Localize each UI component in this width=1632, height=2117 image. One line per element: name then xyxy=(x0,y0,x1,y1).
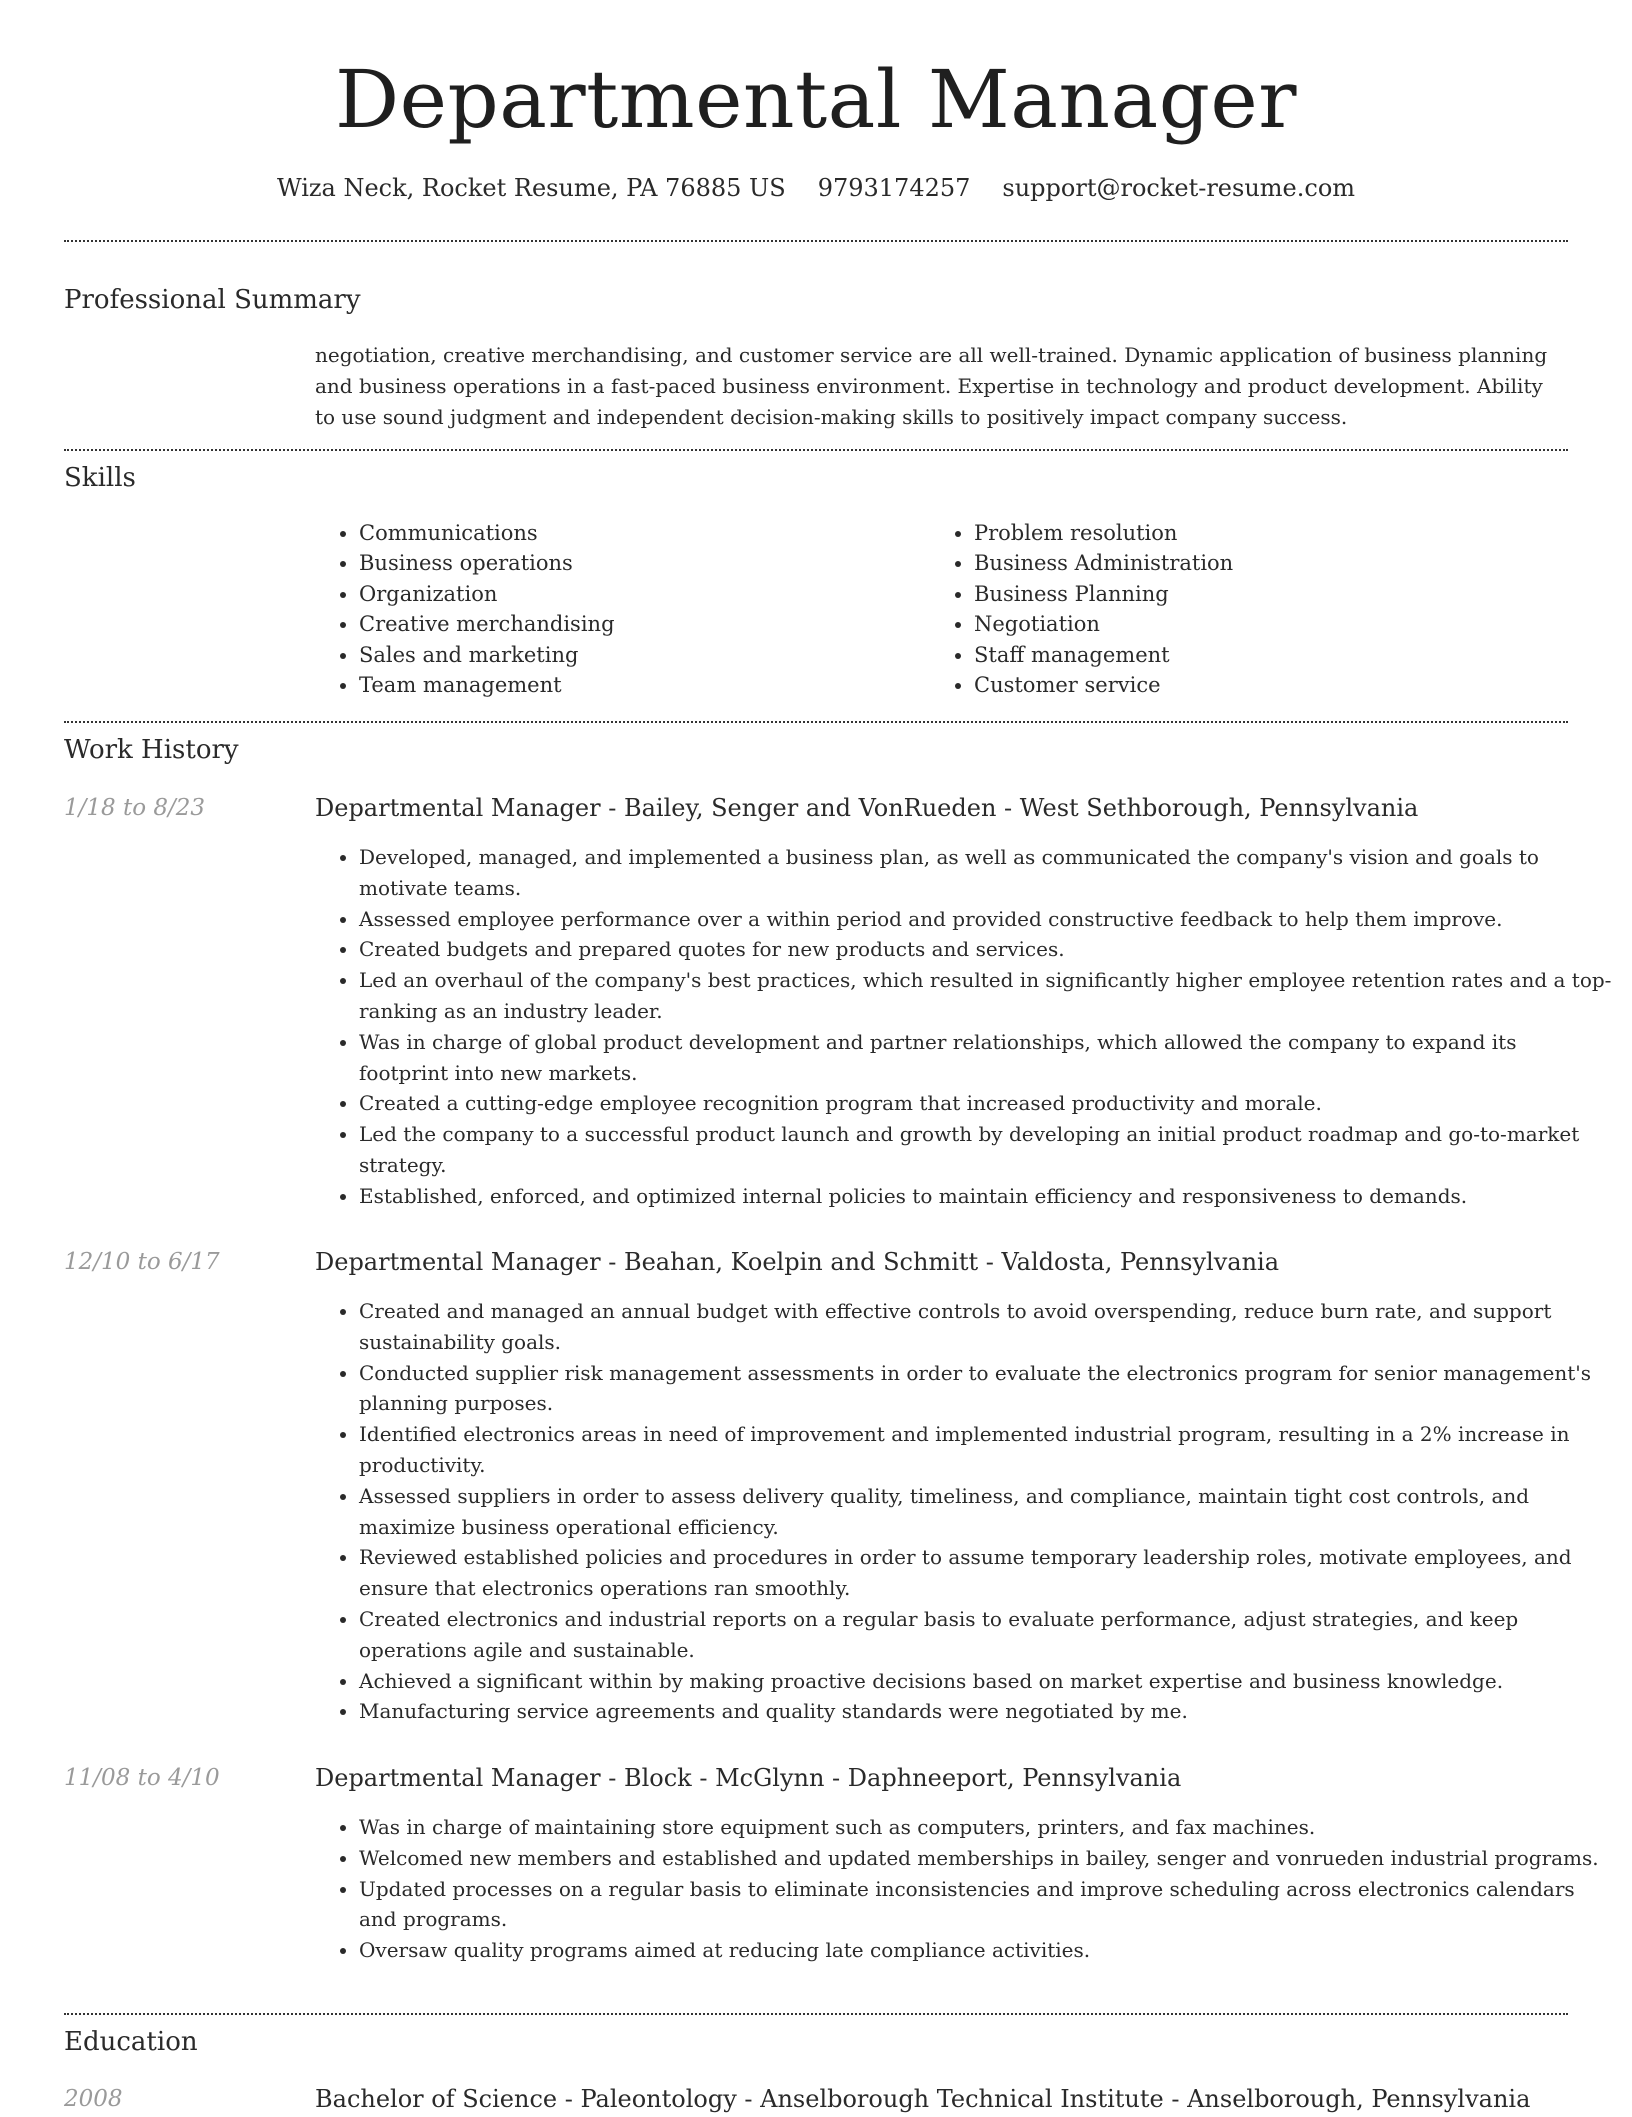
skills-heading: Skills xyxy=(64,463,136,493)
job-title: Departmental Manager - Bailey, Senger and VonRueden - West Sethborough, Pennsylvania xyxy=(315,794,1419,822)
job-bullet: • Reviewed established policies and procedures in order to assume temporary leadership roles, motivate employees, and ensure that electronics operations ran smoothly. xyxy=(359,1542,1612,1604)
section-divider xyxy=(64,721,1568,723)
job-bullet: • Updated processes on a regular basis to eliminate inconsistencies and improve scheduling across electronics calendars and programs. xyxy=(359,1874,1612,1936)
job-bullet: • Conducted supplier risk management assessments in order to evaluate the electronics program for senior management's planning purposes. xyxy=(359,1358,1612,1420)
job-bullets xyxy=(315,842,1612,1212)
resume-title: Departmental Manager xyxy=(335,53,1297,146)
skill-item: • Problem resolution xyxy=(974,518,1534,548)
resume-page xyxy=(64,0,1612,2113)
skill-item: • Communications xyxy=(359,518,919,548)
job-bullet: • Was in charge of global product development and partner relationships, which allowed the company to expand its footprint into new markets. xyxy=(359,1027,1612,1089)
education-date: 2008 xyxy=(64,2086,123,2112)
job-bullet: • Assessed employee performance over a within period and provided constructive feedback to help them improve. xyxy=(359,904,1612,935)
education-title: Bachelor of Science - Paleontology - Anselborough Technical Institute - Anselborough, Pennsylvania xyxy=(315,2085,1531,2113)
skill-item: • Customer service xyxy=(974,670,1534,700)
job-dates: 1/18 to 8/23 xyxy=(64,795,206,821)
job-dates: 12/10 to 6/17 xyxy=(64,1249,220,1275)
work-history-heading: Work History xyxy=(64,735,239,765)
job-dates: 11/08 to 4/10 xyxy=(64,1765,220,1791)
skill-item: • Team management xyxy=(359,670,919,700)
job-bullet: • Assessed suppliers in order to assess delivery quality, timeliness, and compliance, maintain tight cost controls, and maximize business operational efficiency. xyxy=(359,1481,1612,1543)
job-bullet: • Led an overhaul of the company's best practices, which resulted in significantly higher employee retention rates and a top-ranking as an industry leader. xyxy=(359,965,1612,1027)
skill-item: • Business Planning xyxy=(974,579,1534,609)
job-bullet: • Led the company to a successful product launch and growth by developing an initial product roadmap and go-to-market strategy. xyxy=(359,1119,1612,1181)
skill-item: • Sales and marketing xyxy=(359,640,919,670)
job-bullets xyxy=(315,1296,1612,1727)
job-bullet: • Manufacturing service agreements and quality standards were negotiated by me. xyxy=(359,1696,1612,1727)
skills-list-right xyxy=(930,518,1534,700)
job-title: Departmental Manager - Block - McGlynn - Daphneeport, Pennsylvania xyxy=(315,1764,1182,1792)
job-title: Departmental Manager - Beahan, Koelpin and Schmitt - Valdosta, Pennsylvania xyxy=(315,1248,1280,1276)
job-bullet: • Created budgets and prepared quotes for new products and services. xyxy=(359,934,1612,965)
section-divider xyxy=(64,240,1568,242)
summary-heading: Professional Summary xyxy=(64,285,361,315)
job-bullet: • Oversaw quality programs aimed at reducing late compliance activities. xyxy=(359,1935,1612,1966)
skill-item: • Business operations xyxy=(359,548,919,578)
job-bullet: • Created a cutting-edge employee recognition program that increased productivity and morale. xyxy=(359,1088,1612,1119)
education-heading: Education xyxy=(64,2027,198,2057)
job-bullet: • Was in charge of maintaining store equipment such as computers, printers, and fax machines. xyxy=(359,1812,1612,1843)
skill-item: • Business Administration xyxy=(974,548,1534,578)
contact-address: Wiza Neck, Rocket Resume, PA 76885 US xyxy=(276,174,786,202)
skill-item: • Organization xyxy=(359,579,919,609)
job-bullet: • Created electronics and industrial reports on a regular basis to evaluate performance, adjust strategies, and keep operations agile and sustainable. xyxy=(359,1604,1612,1666)
section-divider xyxy=(64,2013,1568,2015)
skill-item: • Staff management xyxy=(974,640,1534,670)
job-bullet: • Developed, managed, and implemented a business plan, as well as communicated the company's vision and goals to motivate teams. xyxy=(359,842,1612,904)
skill-item: • Creative merchandising xyxy=(359,609,919,639)
skills-list-left xyxy=(315,518,919,700)
summary-text: negotiation, creative merchandising, and customer service are all well-trained. Dynamic application of business planning and business operations in a fast-paced business environment. Expertise in technology and product development. Ability to use sound judgment and independent decision-making skills to positively impact company success. xyxy=(315,343,1548,429)
contact-phone: 9793174257 xyxy=(817,174,971,202)
contact-line xyxy=(64,168,1568,208)
contact-email: support@rocket-resume.com xyxy=(1002,174,1356,202)
skill-item: • Negotiation xyxy=(974,609,1534,639)
job-bullet: • Achieved a significant within by making proactive decisions based on market expertise and business knowledge. xyxy=(359,1666,1612,1697)
section-divider xyxy=(64,449,1568,451)
job-bullet: • Welcomed new members and established and updated memberships in bailey, senger and vonrueden industrial programs. xyxy=(359,1843,1612,1874)
job-bullets xyxy=(315,1812,1612,1966)
job-bullet: • Established, enforced, and optimized internal policies to maintain efficiency and responsiveness to demands. xyxy=(359,1181,1612,1212)
job-bullet: • Created and managed an annual budget with effective controls to avoid overspending, reduce burn rate, and support sustainability goals. xyxy=(359,1296,1612,1358)
job-bullet: • Identified electronics areas in need of improvement and implemented industrial program, resulting in a 2% increase in productivity. xyxy=(359,1419,1612,1481)
